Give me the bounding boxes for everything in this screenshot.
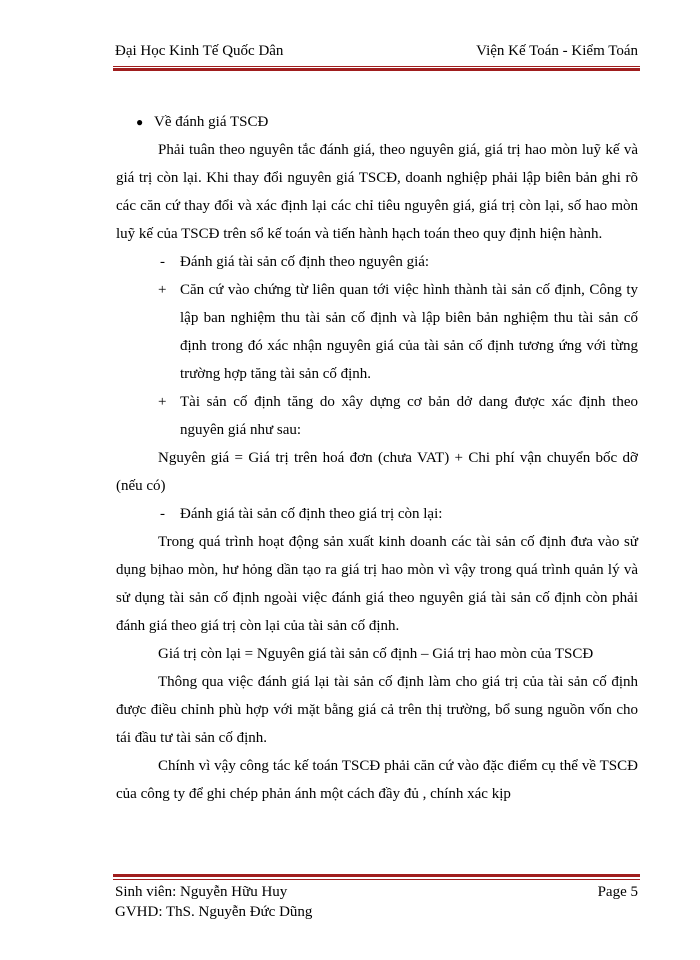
dash-icon: - (160, 506, 165, 522)
paragraph-3: Thông qua việc đánh giá lại tài sản cố định làm cho giá trị của tài sản cố định được điều chỉnh phù hợp với mặt bằng giá cả trên thị trường, bổ sung nguồn vốn cho tái đầu tư tài sản cố định. (116, 674, 638, 746)
formula-original-cost: Nguyên giá = Giá trị trên hoá đơn (chưa VAT) + Chi phí vận chuyển bốc dỡ (nếu có) (116, 450, 638, 494)
dash-item-1 (116, 248, 638, 276)
page-header (115, 40, 638, 62)
plus-item-2 (116, 388, 638, 444)
footer-advisor: GVHD: ThS. Nguyễn Đức Dũng (115, 904, 313, 920)
footer-rule-thick (113, 874, 640, 877)
paragraph-4: Chính vì vậy công tác kế toán TSCĐ phải căn cứ vào đặc điểm cụ thể về TSCĐ của công ty để ghi chép phản ánh một cách đầy đủ , chính xác kịp (116, 758, 638, 802)
header-rule-thin (113, 66, 640, 67)
plus-icon: + (158, 282, 167, 298)
footer-student: Sinh viên: Nguyễn Hữu Huy (115, 884, 288, 900)
page-footer (115, 882, 638, 922)
plus-item-2-text: Tài sản cố định tăng do xây dựng cơ bản dở dang được xác định theo nguyên giá như sau: (180, 394, 638, 438)
footer-rule-thin (113, 879, 640, 880)
dash-item-1-text: Đánh giá tài sản cố định theo nguyên giá: (180, 254, 430, 270)
dash-item-2 (116, 500, 638, 528)
paragraph-1: Phải tuân theo nguyên tắc đánh giá, theo nguyên giá, giá trị hao mòn luỹ kế và giá trị còn lại. Khi thay đổi nguyên giá TSCĐ, doanh nghiệp phải lập biên bản ghi rõ các căn cứ thay đổi và xác định lại các chỉ tiêu nguyên giá, giá trị còn lại, số hao mòn luỹ kế của TSCĐ trên sổ kế toán và tiến hành hạch toán theo quy định hiện hành. (116, 142, 638, 242)
bullet-dot-icon: ● (136, 115, 144, 129)
header-institute: Viện Kế Toán - Kiểm Toán (476, 43, 638, 59)
dash-icon: - (160, 254, 165, 270)
bullet-heading (116, 108, 638, 136)
plus-icon: + (158, 394, 167, 410)
header-university: Đại Học Kinh Tế Quốc Dân (115, 43, 284, 59)
bullet-heading-text: Về đánh giá TSCĐ (154, 114, 269, 130)
plus-item-1-text: Căn cứ vào chứng từ liên quan tới việc hình thành tài sản cố định, Công ty lập ban nghiệm thu tài sản cố định và lập biên bản nghiệm thu tài sản cố định trong đó xác nhận nguyên giá của tài sản cố định tương ứng với từng trường hợp tăng tài sản cố định. (180, 282, 638, 382)
dash-item-2-text: Đánh giá tài sản cố định theo giá trị còn lại: (180, 506, 443, 522)
formula-residual-value: Giá trị còn lại = Nguyên giá tài sản cố định – Giá trị hao mòn của TSCĐ (158, 646, 594, 662)
header-rule-thick (113, 68, 640, 71)
document-body (116, 108, 638, 808)
page-number: Page 5 (597, 884, 638, 900)
paragraph-2: Trong quá trình hoạt động sản xuất kinh doanh các tài sản cố định đưa vào sử dụng bịhao mòn, hư hỏng dần tạo ra giá trị hao mòn vì vậy trong quá trình quản lý và sử dụng tài sản cố định ngoài việc đánh giá theo nguyên giá tài sản cố định còn phải đánh giá theo giá trị còn lại của tài sản cố định. (116, 534, 638, 634)
plus-item-1 (116, 276, 638, 388)
